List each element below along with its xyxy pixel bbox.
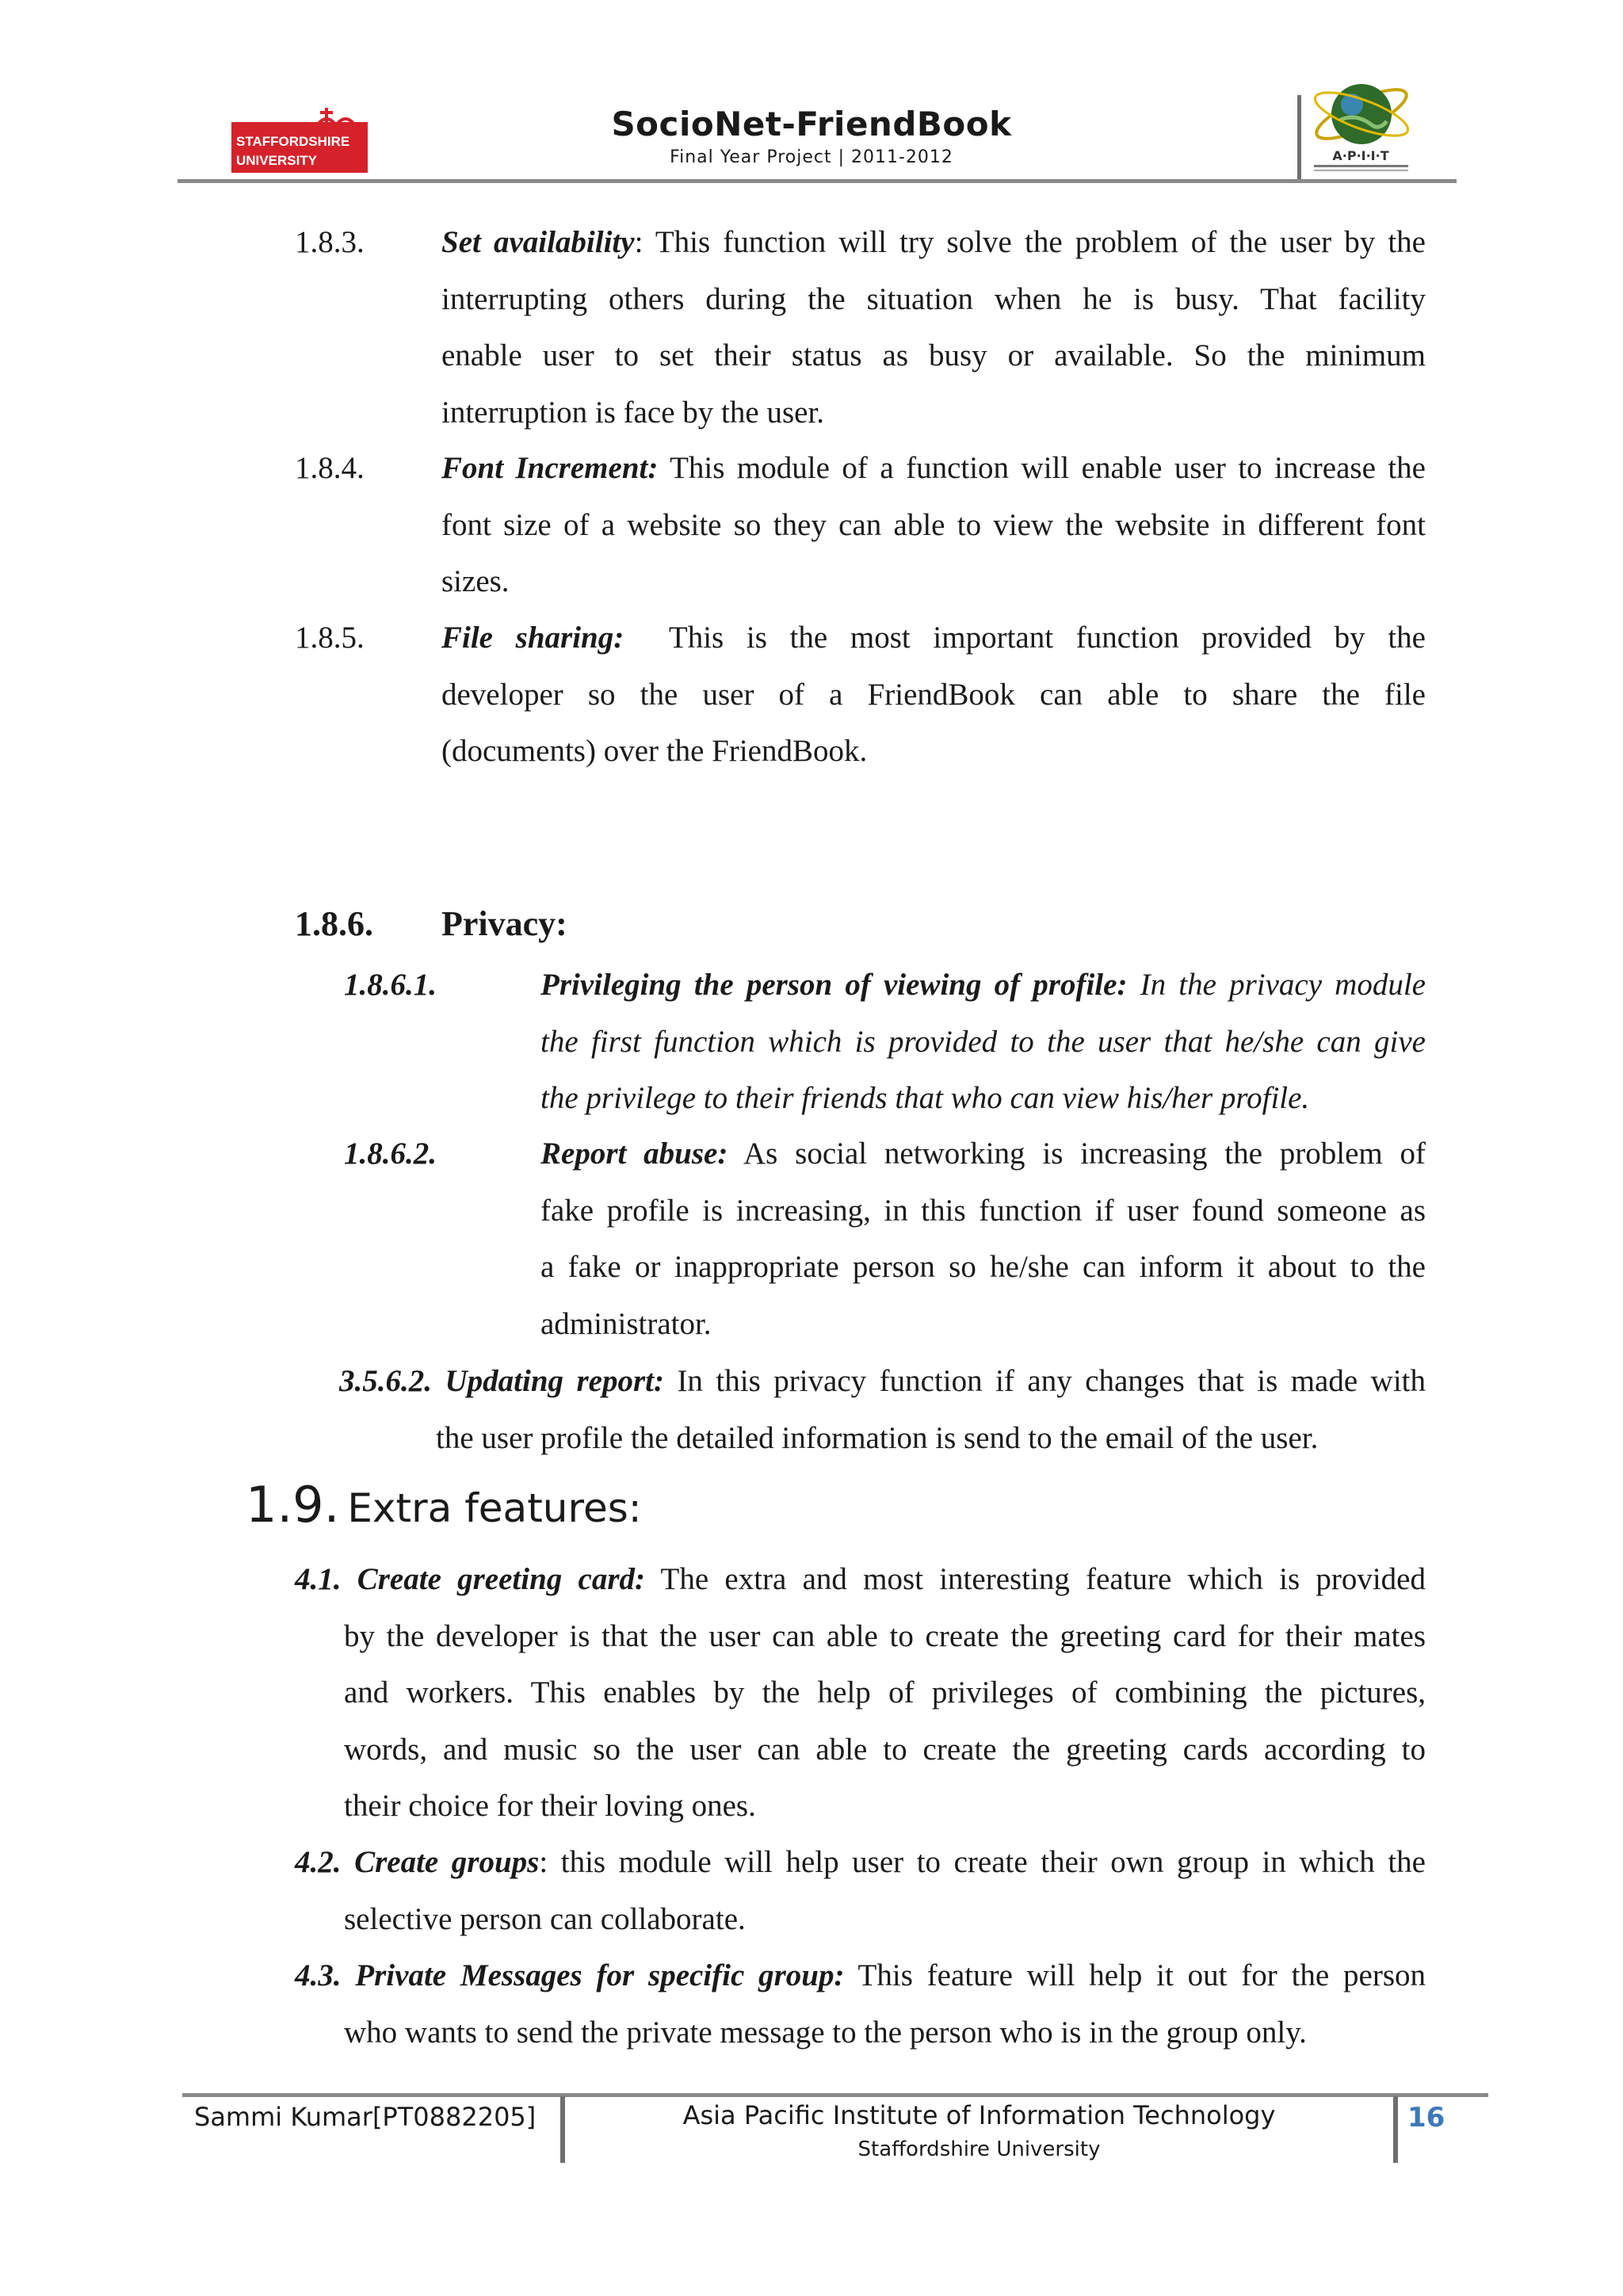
section-title: Extra features:	[347, 1485, 642, 1531]
document-title: SocioNet-FriendBook	[611, 105, 1012, 143]
header-divider	[1297, 95, 1301, 181]
header-rule	[178, 179, 1457, 183]
item-greeting-card	[295, 1551, 1426, 1835]
footer-university: Staffordshire University	[857, 2137, 1101, 2161]
item-text: words, and music so the user can able to create the greeting cards according to	[344, 1732, 1426, 1767]
item-text: fake profile is increasing, in this function if user found someone as	[540, 1193, 1426, 1228]
item-title: 4.2. Create groups	[295, 1845, 540, 1879]
item-text: who wants to send the private message to the person who is in the group only.	[344, 2015, 1307, 2050]
item-text: As social networking is increasing the problem of	[727, 1137, 1426, 1171]
item-text: selective person can collaborate.	[344, 1901, 746, 1936]
item-number: 1.8.4.	[295, 451, 365, 485]
item-create-groups	[295, 1834, 1426, 1947]
item-title: Set availability	[441, 225, 635, 259]
item-text: : This function will try solve the problem of the user by the	[634, 225, 1426, 259]
item-text: the user profile the detailed information is send to the email of the user.	[436, 1420, 1319, 1455]
item-text: sizes.	[441, 564, 510, 598]
item-set-availability	[441, 214, 1426, 441]
item-text: their choice for their loving ones.	[344, 1789, 756, 1823]
item-text: font size of a website so they can able to view the website in different font	[441, 507, 1426, 542]
item-title: 4.3. Private Messages for specific group:	[295, 1958, 845, 1992]
footer-institute: Asia Pacific Institute of Information Technology	[682, 2100, 1276, 2130]
item-text: interruption is face by the user.	[441, 395, 825, 430]
item-text: This is the most important function provided by the	[624, 621, 1426, 655]
item-report-abuse	[540, 1125, 1426, 1352]
item-number: 1.8.3.	[295, 225, 365, 259]
footer-author: Sammi Kumar[PT0882205]	[194, 2102, 537, 2132]
item-title: 3.5.6.2. Updating report:	[339, 1364, 664, 1398]
item-text: In this privacy function if any changes that is made with	[663, 1364, 1426, 1398]
item-file-sharing	[441, 609, 1426, 780]
item-title: 4.1. Create greeting card:	[295, 1562, 645, 1596]
subitem-number: 1.8.6.2.	[344, 1137, 437, 1171]
section-number: 1.8.6.	[295, 904, 373, 943]
item-title: Report abuse:	[540, 1137, 728, 1171]
section-number: 1.9.	[246, 1476, 340, 1534]
footer-rule	[182, 2093, 1488, 2097]
item-text: enable user to set their status as busy or available. So the minimum	[441, 338, 1426, 372]
item-text: This feature will help it out for the person	[844, 1958, 1426, 1992]
item-text: developer so the user of a FriendBook can able to share the file	[441, 677, 1426, 712]
item-text: interrupting others during the situation when he is busy. That facility	[441, 281, 1426, 316]
item-title: File sharing:	[441, 621, 624, 655]
svg-text:A·P·I·I·T: A·P·I·I·T	[1332, 148, 1389, 163]
item-title: Font Increment:	[441, 451, 659, 485]
item-text: (documents) over the FriendBook.	[441, 734, 868, 768]
item-text: administrator.	[540, 1306, 712, 1341]
item-text: by the developer is that the user can able to create the greeting card for their mates	[344, 1618, 1426, 1653]
item-text: and workers. This enables by the help of privileges of combining the pictures,	[344, 1675, 1426, 1710]
section-heading-extra-features	[246, 1476, 642, 1534]
document-subtitle: Final Year Project | 2011-2012	[670, 147, 953, 167]
item-privileging-profile	[540, 957, 1426, 1127]
item-font-increment	[441, 440, 1426, 610]
item-text: the privilege to their friends that who can view his/her profile.	[540, 1081, 1310, 1115]
footer-divider	[1393, 2096, 1398, 2163]
item-text: : this module will help user to create their own group in which the	[539, 1845, 1426, 1879]
item-updating-report	[339, 1353, 1426, 1466]
item-text: a fake or inappropriate person so he/she can inform it about to the	[540, 1250, 1426, 1284]
svg-text:STAFFORDSHIRE: STAFFORDSHIRE	[236, 134, 350, 149]
item-text: The extra and most interesting feature which is provided	[645, 1562, 1426, 1596]
item-text: This module of a function will enable user to increase the	[658, 451, 1426, 485]
item-title: Privileging the person of viewing of profile:	[540, 968, 1128, 1002]
section-heading-privacy: Privacy:	[441, 904, 567, 943]
subitem-number: 1.8.6.1.	[344, 968, 437, 1002]
item-text: In the privacy module	[1127, 968, 1426, 1002]
page-number: 16	[1407, 2102, 1445, 2134]
apiit-logo	[1308, 73, 1415, 178]
item-private-messages	[295, 1947, 1426, 2061]
item-text: the first function which is provided to the user that he/she can give	[540, 1024, 1426, 1059]
svg-text:UNIVERSITY: UNIVERSITY	[236, 153, 318, 168]
item-number: 1.8.5.	[295, 621, 365, 655]
